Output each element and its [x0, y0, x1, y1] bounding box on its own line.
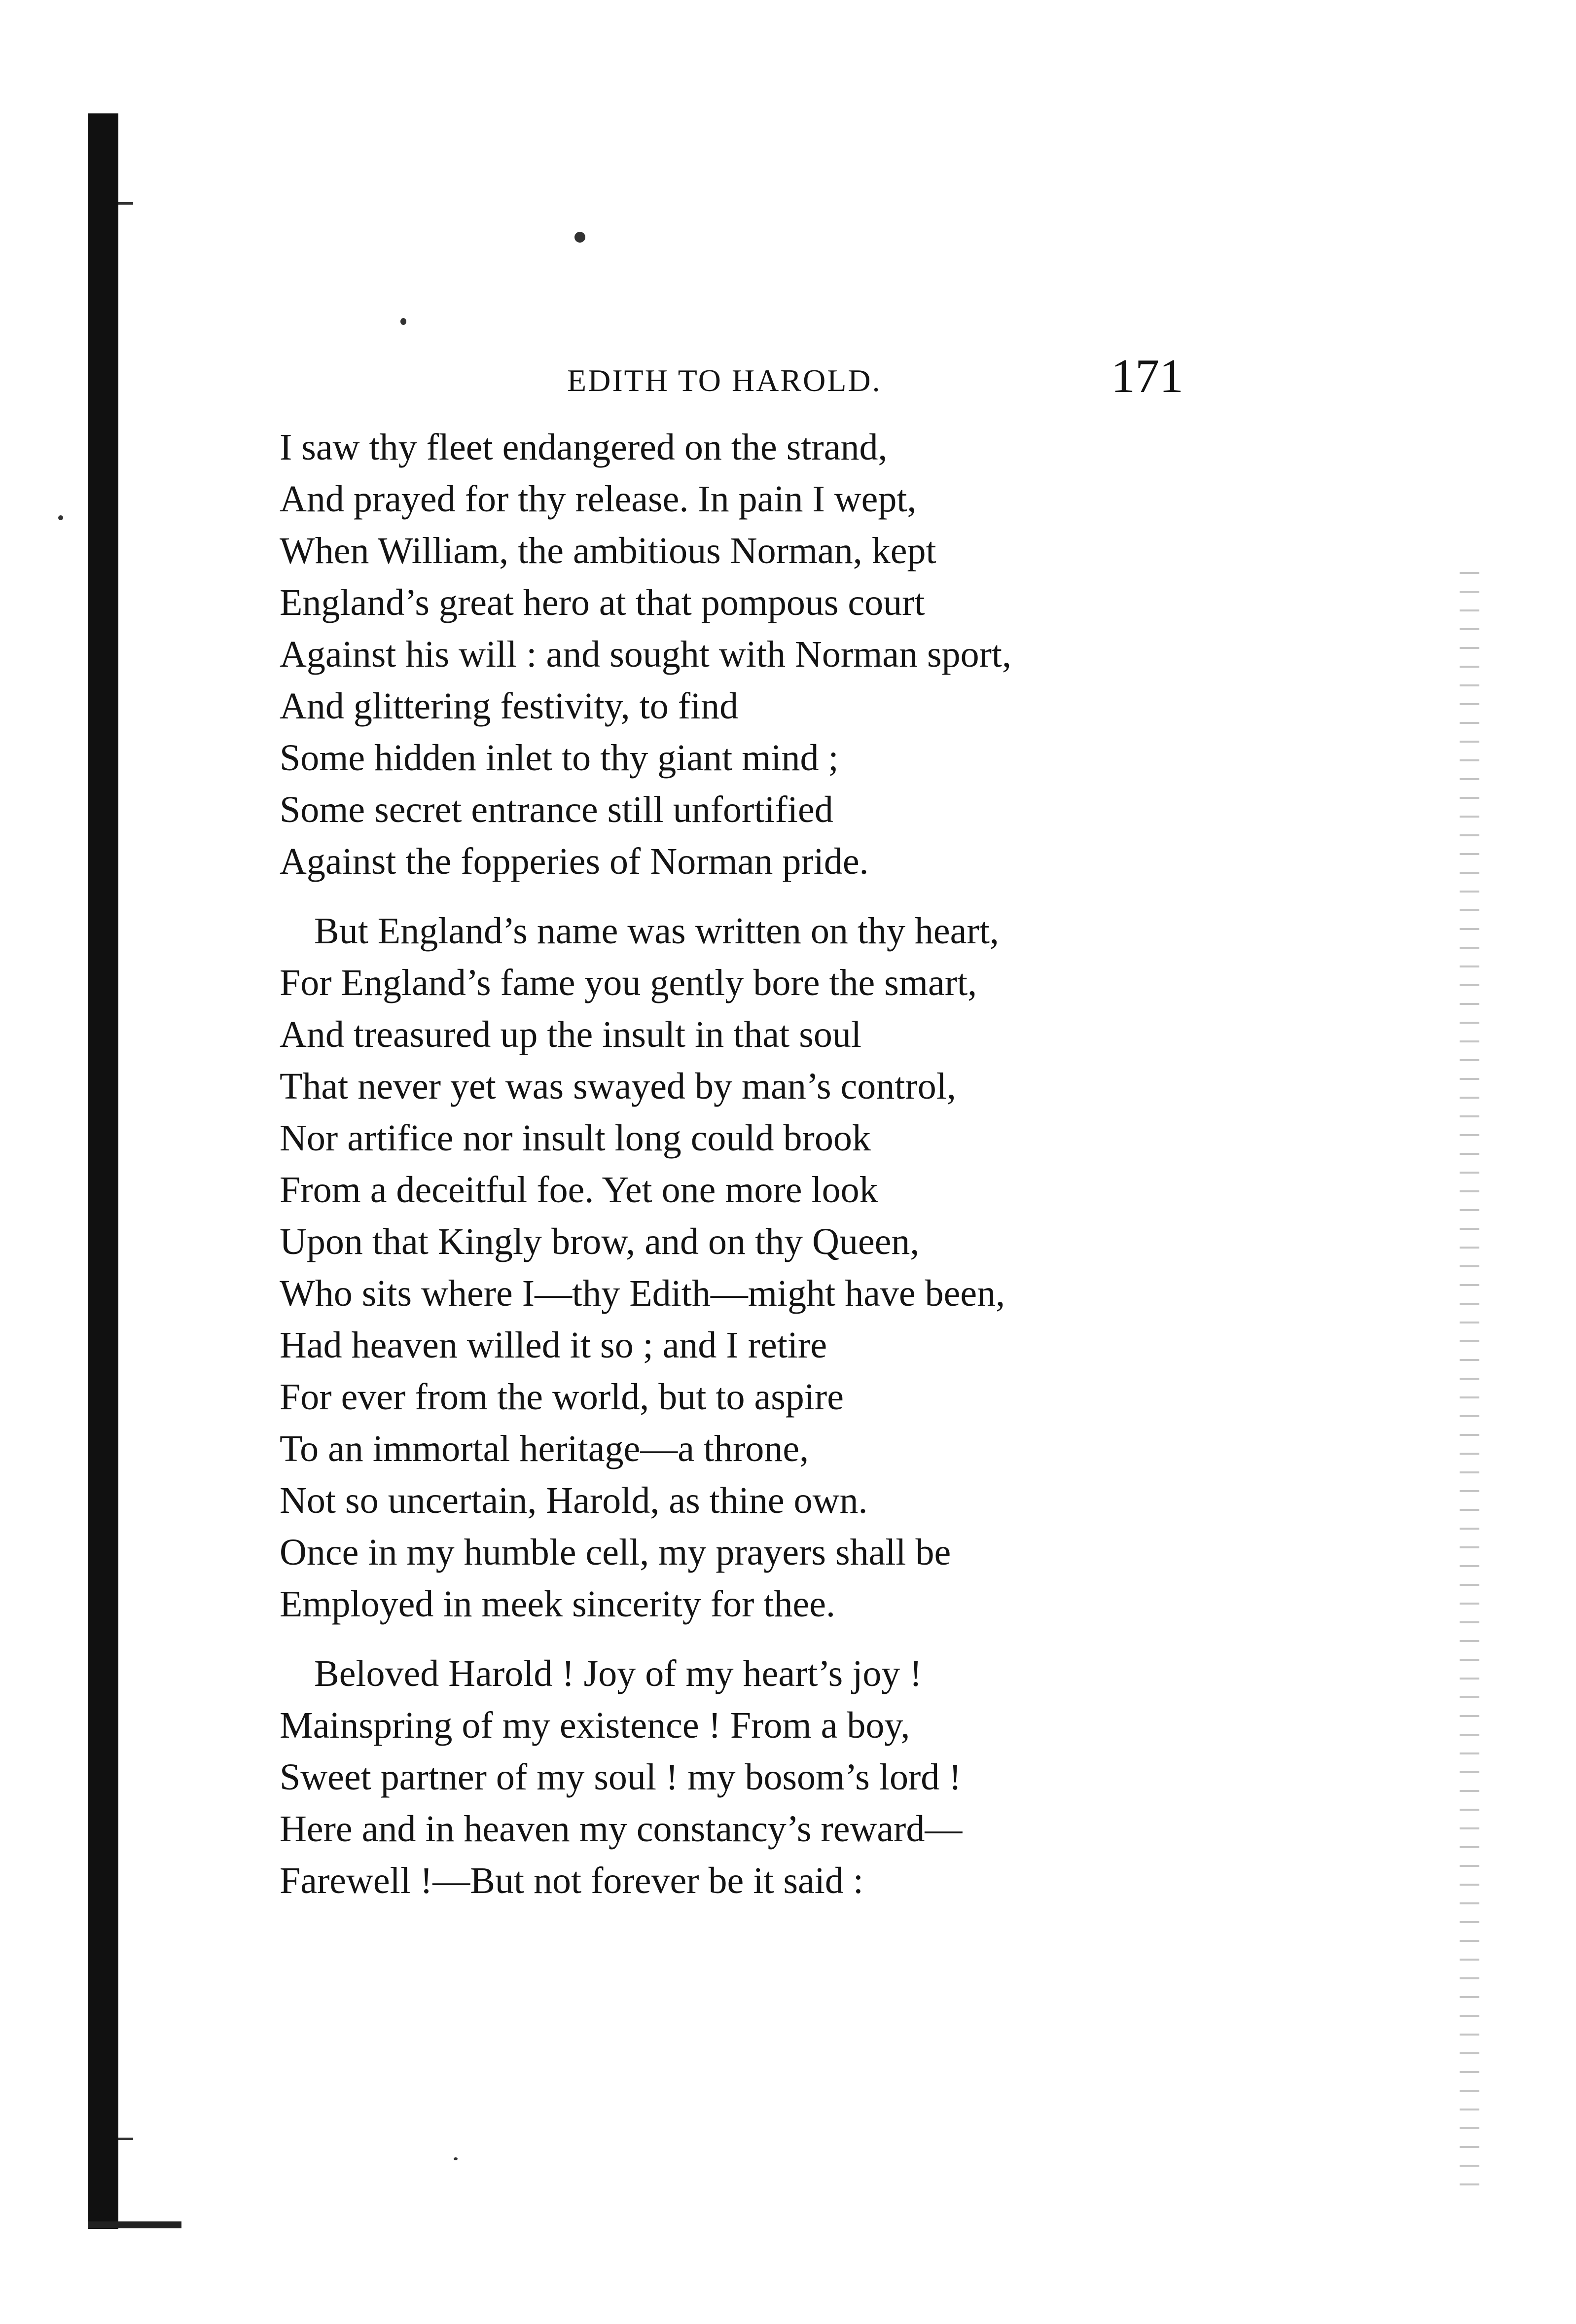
stanza-3 [280, 1648, 1276, 1907]
page-header [276, 348, 1183, 422]
binding-tick [118, 202, 133, 205]
verse-line: To an immortal heritage—a throne, [280, 1428, 809, 1469]
stanza-2 [280, 905, 1276, 1630]
verse-line: And treasured up the insult in that soul [280, 1014, 861, 1055]
verse-line: Who sits where I—thy Edith—might have been, [280, 1273, 1005, 1314]
stanza-1 [280, 422, 1276, 888]
ink-speck [574, 232, 585, 243]
verse-line: Once in my humble cell, my prayers shall be [280, 1532, 951, 1573]
verse-line: Mainspring of my existence ! From a boy, [280, 1705, 910, 1746]
page-number: 171 [1111, 350, 1183, 403]
verse-line: That never yet was swayed by man’s control, [280, 1066, 956, 1107]
verse-line: For England’s fame you gently bore the smart, [280, 962, 977, 1003]
verse-line: For ever from the world, but to aspire [280, 1376, 844, 1418]
verse-line: From a deceitful foe. Yet one more look [280, 1169, 878, 1211]
verse-line: I saw thy fleet endangered on the strand, [280, 427, 888, 468]
verse-line: Had heaven willed it so ; and I retire [280, 1324, 827, 1366]
running-head: EDITH TO HAROLD. [567, 363, 882, 398]
verse-line: England’s great hero at that pompous court [280, 582, 925, 623]
verse-line: Against his will : and sought with Norman sport, [280, 634, 1012, 675]
verse-line: Sweet partner of my soul ! my bosom’s lord ! [280, 1756, 962, 1798]
scan-noise-right [1460, 572, 1479, 2199]
verse-line: And prayed for thy release. In pain I wept, [280, 478, 917, 520]
binding-tick [118, 2138, 133, 2140]
verse-line: Here and in heaven my constancy’s reward— [280, 1808, 963, 1850]
verse-line: Employed in meek sincerity for thee. [280, 1583, 835, 1625]
verse-line: Some secret entrance still unfortified [280, 789, 833, 830]
verse-line: But England’s name was written on thy heart, [314, 910, 999, 952]
verse-line: Nor artifice nor insult long could brook [280, 1117, 871, 1159]
binding-edge [88, 113, 118, 2229]
verse-line: Some hidden inlet to thy giant mind ; [280, 737, 839, 779]
poem-body [280, 422, 1276, 1925]
ink-speck [454, 2157, 458, 2160]
verse-line: Upon that Kingly brow, and on thy Queen, [280, 1221, 920, 1262]
ink-speck [400, 318, 406, 325]
verse-line: When William, the ambitious Norman, kept [280, 530, 936, 572]
verse-line: Not so uncertain, Harold, as thine own. [280, 1480, 868, 1521]
verse-line: And glittering festivity, to find [280, 685, 739, 727]
binding-edge-foot [88, 2221, 181, 2228]
ink-speck [58, 515, 63, 520]
verse-line: Farewell !—But not forever be it said : [280, 1860, 864, 1901]
verse-line: Beloved Harold ! Joy of my heart’s joy ! [314, 1653, 922, 1694]
verse-line: Against the fopperies of Norman pride. [280, 841, 869, 882]
